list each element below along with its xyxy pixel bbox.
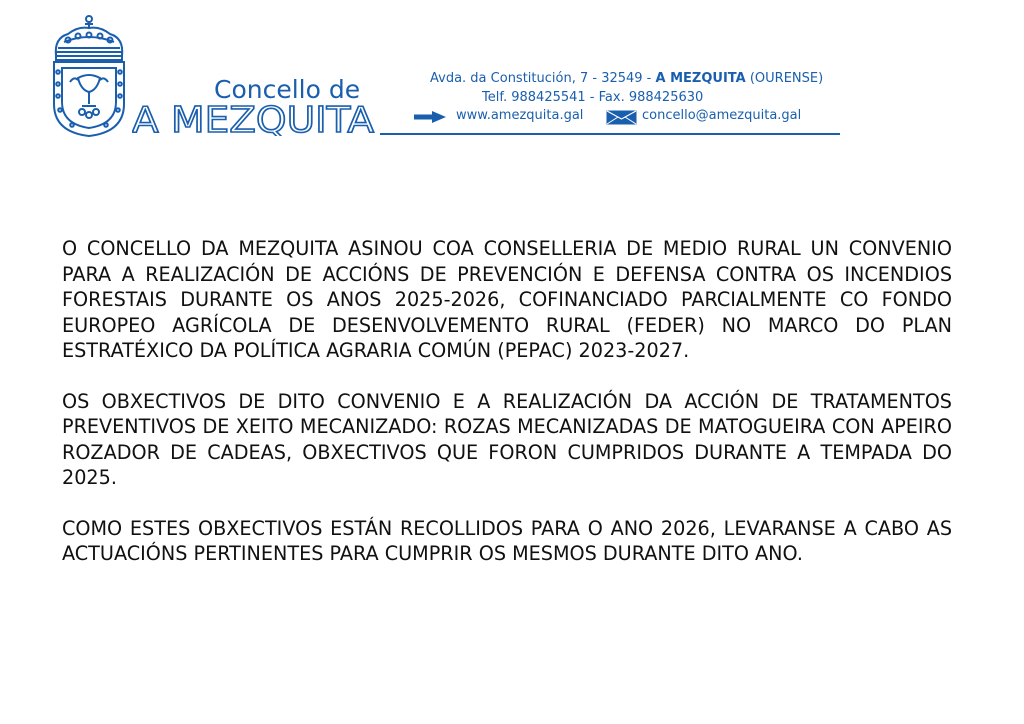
paragraph-obxectivos: OS OBXECTIVOS DE DITO CONVENIO E A REALIZACIÓN DA ACCIÓN DE TRATAMENTOS PREVENTIVOS DE XEITO MECANIZADO: ROZAS MECANIZADAS DE MATOGUEIRA CON APEIRO ROZADOR DE CADEAS, OBXECTIVOS QUE FORON CUMPRIDOS DURANTE A TEMPADA DO 2025. [62, 389, 952, 489]
address-text: Avda. da Constitución, 7 - 32549 - [430, 71, 652, 86]
notice-body [62, 236, 952, 592]
paragraph-actuacions: COMO ESTES OBXECTIVOS ESTÁN RECOLLIDOS PARA O ANO 2026, LEVARANSE A CABO AS ACTUACIÓNS PERTINENTES PARA CUMPRIR OS MESMOS DURANTE DITO ANO. [62, 516, 952, 565]
arrow-right-icon [414, 111, 446, 123]
svg-text:A MEZQUITA: A MEZQUITA [132, 100, 375, 136]
brand-line-town [132, 90, 377, 136]
envelope-icon [606, 110, 637, 125]
address-town: A MEZQUITA [655, 71, 746, 86]
links-line [430, 107, 850, 127]
address-line [430, 70, 823, 88]
address-province: (OURENSE) [749, 71, 824, 86]
website-link[interactable]: www.amezquita.gal [456, 108, 584, 123]
paragraph-convenio: O CONCELLO DA MEZQUITA ASINOU COA CONSELLERIA DE MEDIO RURAL UN CONVENIO PARA A REALIZACIÓN DE ACCIÓNS DE PREVENCIÓN E DEFENSA CONTRA OS INCENDIOS FORESTAIS DURANTE OS ANOS 2025-2026, COFINANCIADO PARCIALMENTE CO FONDO EUROPEO AGRÍCOLA DE DESENVOLVEMENTO RURAL (FEDER) NO MARCO DO PLAN ESTRATÉXICO DA POLÍTICA AGRARIA COMÚN (PEPAC) 2023-2027. [62, 237, 952, 362]
letterhead [0, 0, 1024, 145]
header-divider [380, 133, 840, 135]
phone-fax-line: Telf. 988425541 - Fax. 988425630 [482, 90, 704, 105]
brand-line-concello: Concello de [214, 75, 361, 104]
crest-icon [48, 12, 130, 138]
email-link[interactable]: concello@amezquita.gal [642, 108, 802, 123]
brand-logo [132, 76, 382, 138]
